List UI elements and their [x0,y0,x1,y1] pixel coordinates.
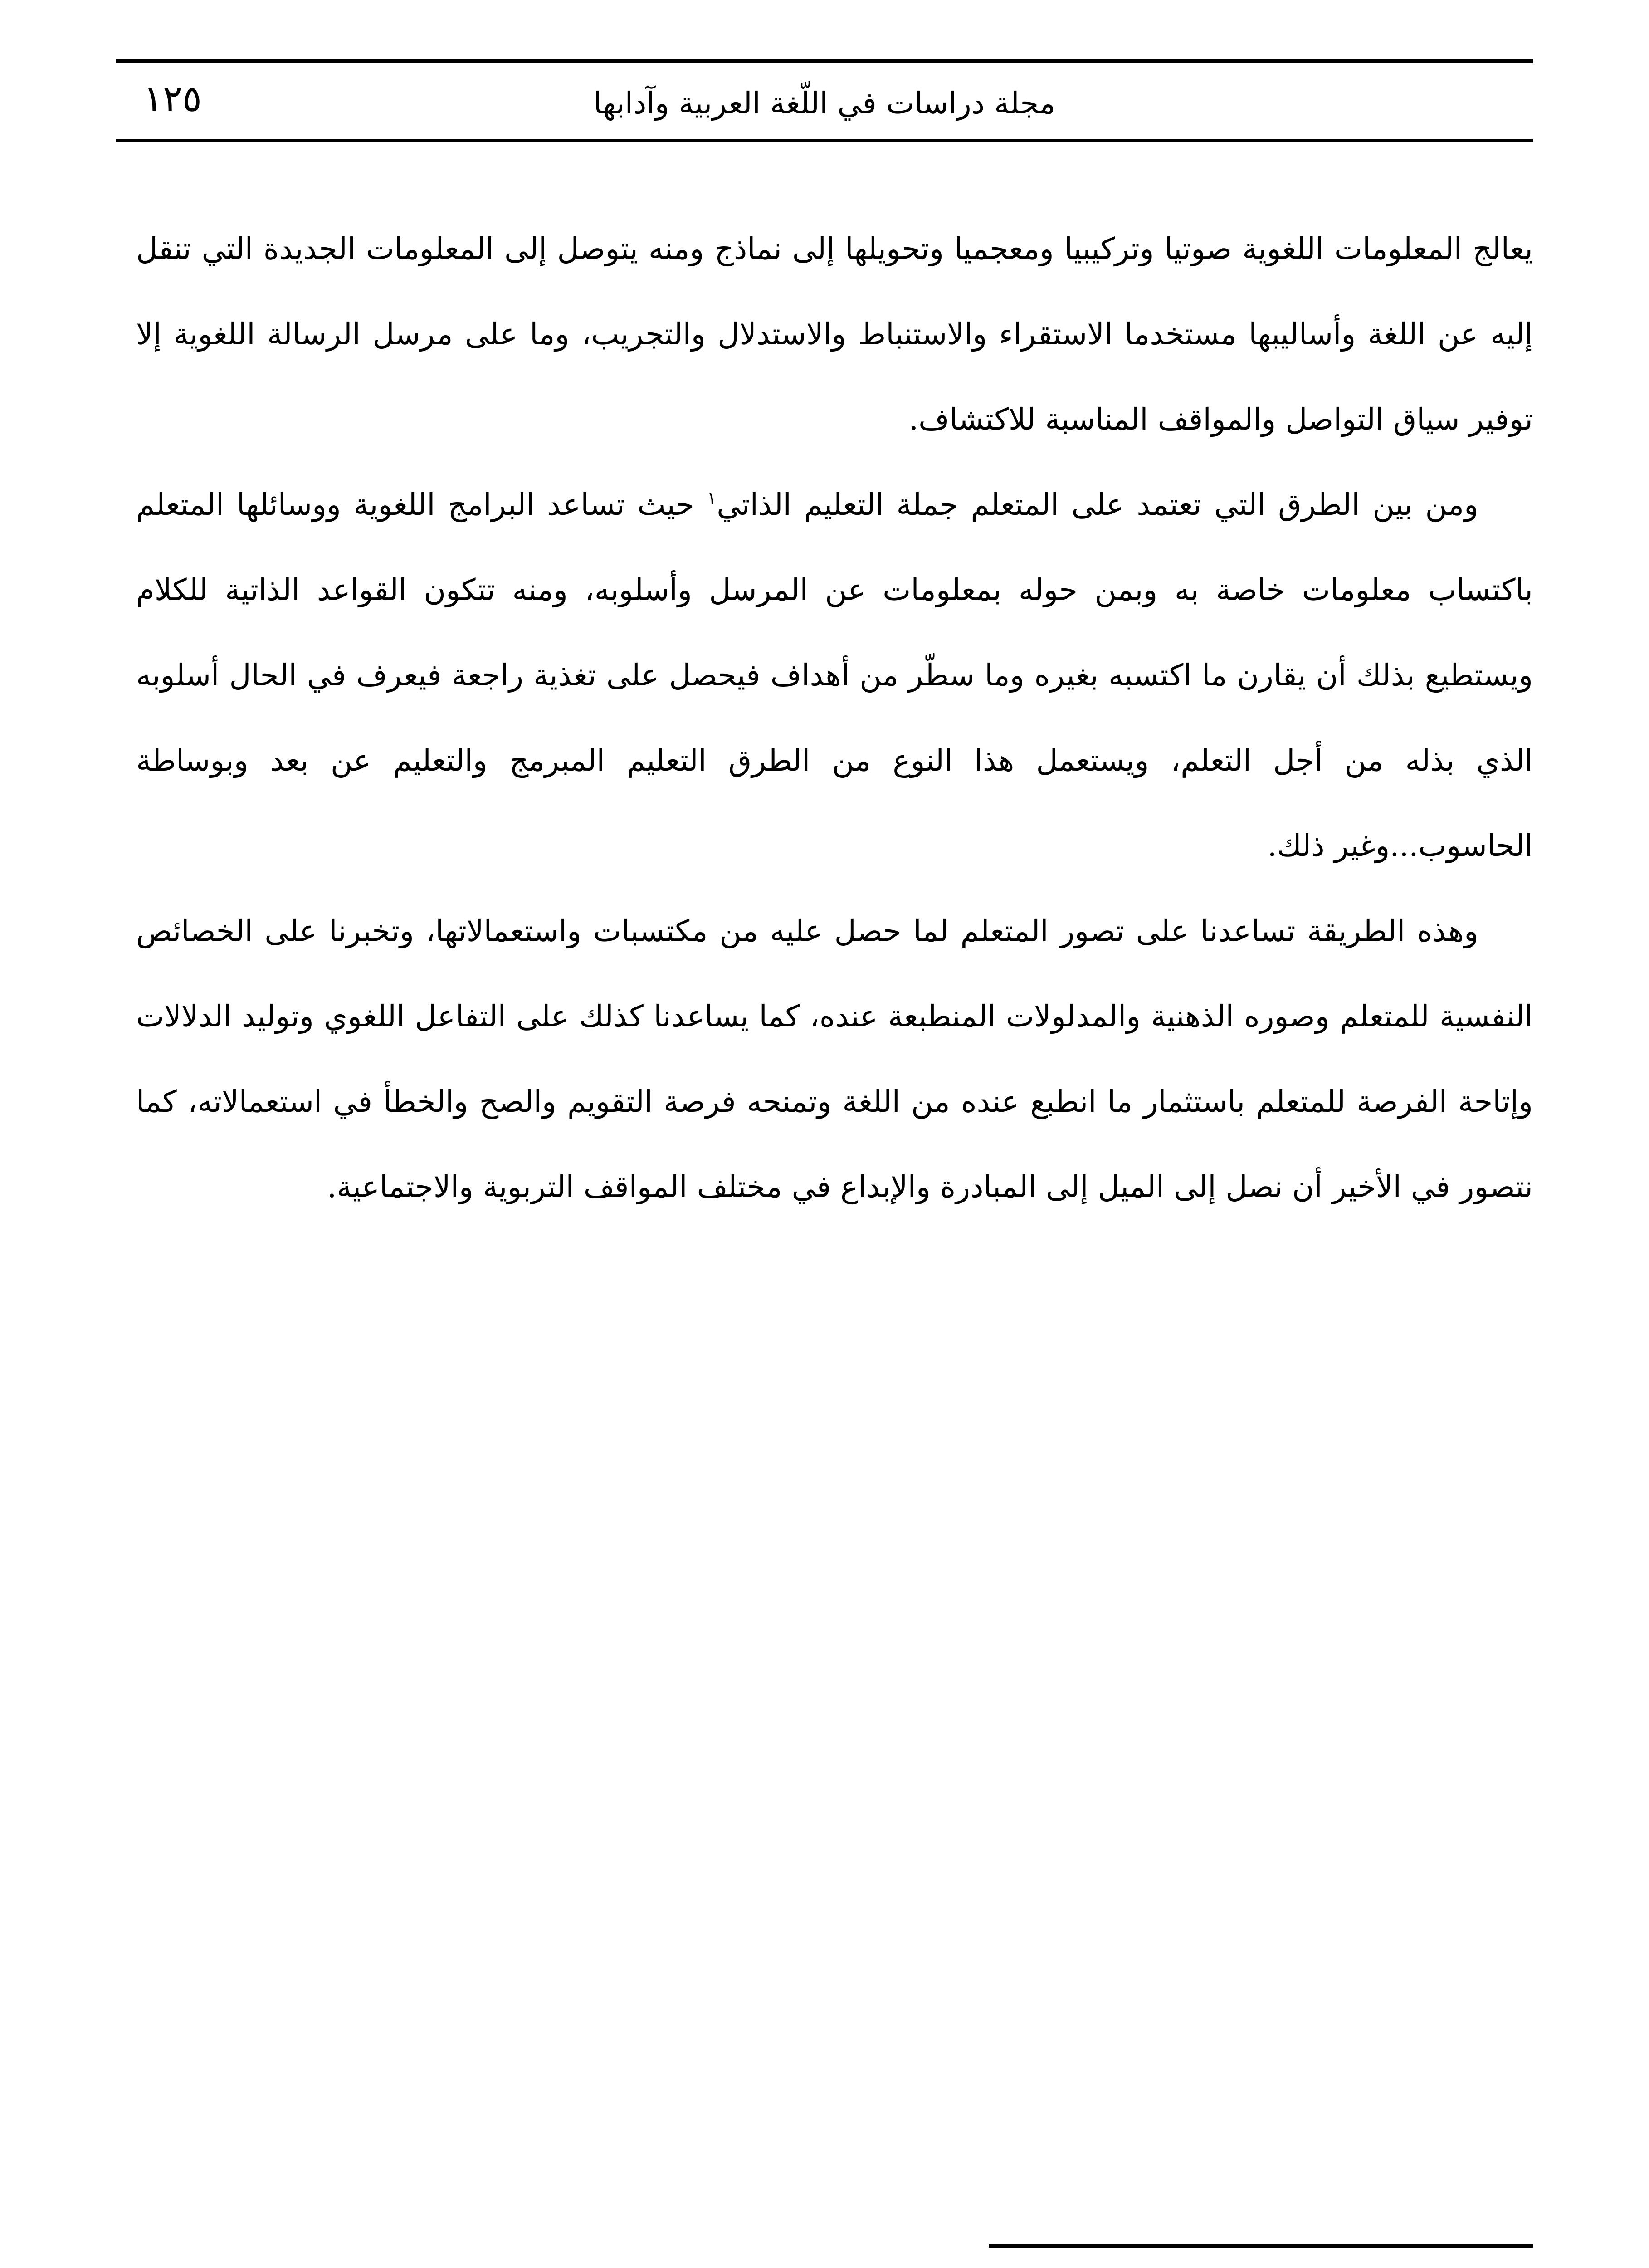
header-bottom-rule [116,139,1533,142]
header-top-rule [116,59,1533,63]
paragraph-3: وهذه الطريقة تساعدنا على تصور المتعلم لما حصل عليه من مكتسبات واستعمالاتها، وتخبرنا على الخصائص النفسية للمتعلم وصوره الذهنية والمدلولات المنطبعة عنده، كما يساعدنا كذلك على التفاعل اللغوي وتوليد الدلالات وإتاحة الفرصة للمتعلم باستثمار ما انطبع عنده من اللغة وتمنحه فرصة التقويم والصح والخطأ في استعمالاته، كما نتصور في الأخير أن نصل إلى الميل إلى المبادرة والإبداع في مختلف المواقف التربوية والاجتماعية. [136,914,1533,1204]
paragraph-2-start: ومن بين الطرق التي تعتمد على المتعلم جملة التعليم الذاتي [717,487,1478,522]
page-number: ١٢٥ [143,78,202,120]
footnote-separator [989,2244,1533,2248]
paragraph-2-rest: حيث تساعد البرامج اللغوية ووسائلها المتعلم باكتساب معلومات خاصة به وبمن حوله بمعلومات عن المرسل وأسلوبه، ومنه تتكون القواعد الذاتية للكلام ويستطيع بذلك أن يقارن ما اكتسبه بغيره وما سطّر من أهداف فيحصل على تغذية راجعة فيعرف في الحال أسلوبه الذي بذله من أجل التعلم، ويستعمل هذا النوع من الطرق التعليم المبرمج والتعليم عن بعد وبوساطة الحاسوب...وغير ذلك. [136,487,1533,863]
paragraph-2 [136,462,1533,889]
footnote-reference-marker[interactable]: ١ [707,488,717,509]
journal-title: مجلة دراسات في اللّغة العربية وآدابها [593,86,1056,121]
body-text [136,206,1533,1230]
paragraph-1: يعالج المعلومات اللغوية صوتيا وتركيبيا ومعجميا وتحويلها إلى نماذج ومنه يتوصل إلى المعلومات الجديدة التي تنقل إليه عن اللغة وأساليبها مستخدما الاستقراء والاستنباط والاستدلال والتجريب، وما على مرسل الرسالة اللغوية إلا توفير سياق التواصل والمواقف المناسبة للاكتشاف. [136,231,1533,437]
page-header [116,54,1533,144]
